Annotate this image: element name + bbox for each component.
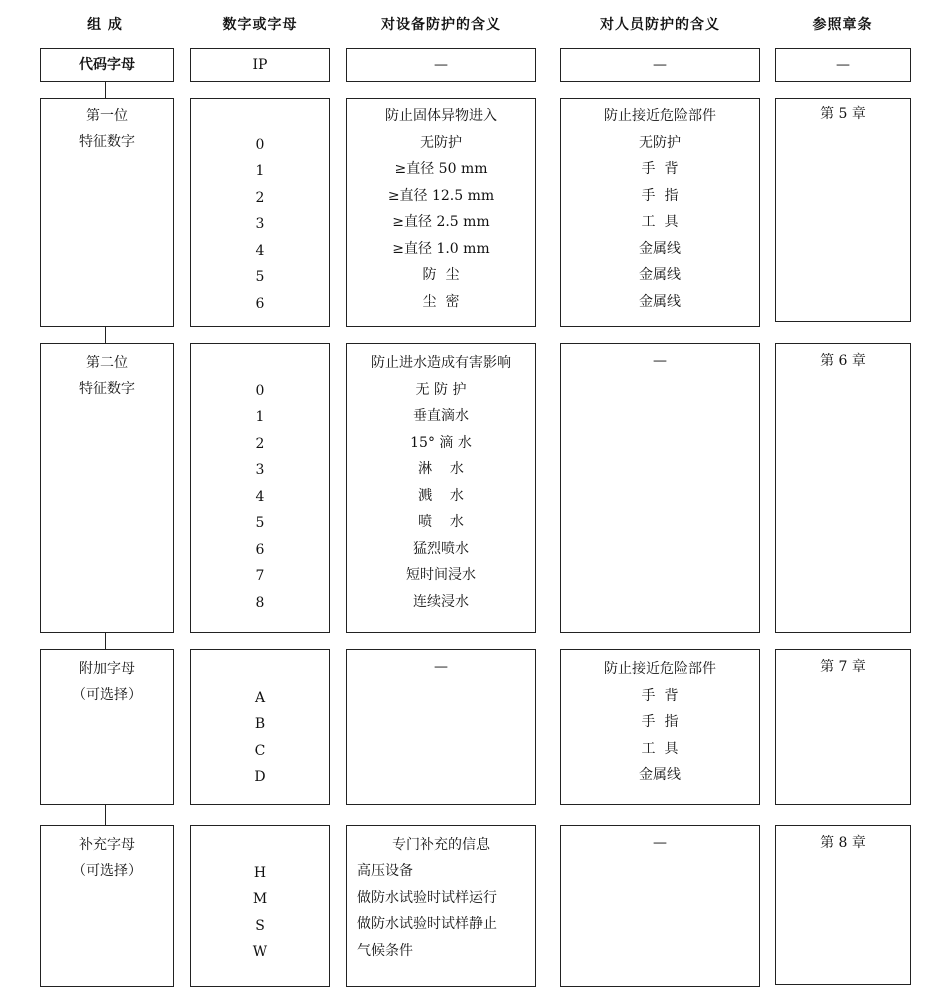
group1-personnel-line: 金属线 xyxy=(639,241,681,257)
group1-personnel-line: 手 背 xyxy=(641,161,679,177)
group4-equipment-box xyxy=(346,825,536,987)
group1-value: 2 xyxy=(255,190,265,206)
group2-label-box xyxy=(40,343,174,633)
group3-value: B xyxy=(254,716,266,732)
group2-equipment-line: 连续浸水 xyxy=(413,594,469,610)
group1-value: 4 xyxy=(255,243,265,259)
group2-value: 6 xyxy=(255,542,265,558)
connector-line xyxy=(105,327,106,343)
group2-equipment-line: 无 防 护 xyxy=(415,382,467,398)
code-label: 代码字母 xyxy=(79,57,135,73)
group2-equipment-line: 溅 水 xyxy=(418,488,464,504)
group2-value: 3 xyxy=(255,462,265,478)
group4-equipment-line: 气候条件 xyxy=(357,943,413,959)
group2-values-box xyxy=(190,343,330,633)
group2-value: 5 xyxy=(255,515,265,531)
group3-equipment-box xyxy=(346,649,536,805)
group2-value: 4 xyxy=(255,489,265,505)
group3-personnel-box xyxy=(560,649,760,805)
connector-line xyxy=(105,82,106,98)
group1-personnel-line: 工 具 xyxy=(641,214,679,230)
group3-value: C xyxy=(254,743,266,759)
group2-equipment-line: 垂直滴水 xyxy=(413,408,469,424)
group3-label-line: 附加字母 xyxy=(79,661,135,677)
group1-equipment-line: ≥直径 1.0 mm xyxy=(392,241,490,257)
group3-personnel-line: 手 背 xyxy=(641,688,679,704)
header-composition: 组 成 xyxy=(87,17,123,33)
group1-personnel-line: 金属线 xyxy=(639,267,681,283)
group1-personnel-line: 手 指 xyxy=(641,188,679,204)
code-label-box xyxy=(40,48,174,82)
code-reference-box xyxy=(775,48,911,82)
group2-reference: 第 6 章 xyxy=(820,353,866,369)
group2-equipment-line: 淋 水 xyxy=(418,461,464,477)
group3-personnel-line: 手 指 xyxy=(641,714,679,730)
group1-equipment-line: ≥直径 2.5 mm xyxy=(392,214,490,230)
group1-equipment-line: 无防护 xyxy=(420,135,462,151)
group3-label-line: （可选择） xyxy=(72,687,142,703)
header-personnel-meaning: 对人员防护的含义 xyxy=(600,17,720,33)
group4-equipment-line: 高压设备 xyxy=(357,863,413,879)
group4-equipment-line: 做防水试验时试样运行 xyxy=(357,890,497,906)
group3-value: D xyxy=(254,769,266,785)
group1-value: 1 xyxy=(255,163,265,179)
group4-value: S xyxy=(255,918,265,934)
group4-value: W xyxy=(252,944,268,960)
group1-reference: 第 5 章 xyxy=(820,106,866,122)
group4-equipment-heading: 专门补充的信息 xyxy=(392,837,490,853)
group1-label-line: 第一位 xyxy=(86,108,128,124)
group2-label-line: 特征数字 xyxy=(79,381,135,397)
group2-equipment-line: 防止进水造成有害影响 xyxy=(371,355,511,371)
group3-reference-box xyxy=(775,649,911,805)
group1-equipment-box xyxy=(346,98,536,327)
group1-personnel-line: 无防护 xyxy=(639,135,681,151)
header-digit-or-letter: 数字或字母 xyxy=(222,17,298,33)
group2-value: 1 xyxy=(255,409,265,425)
connector-line xyxy=(105,805,106,825)
group3-value: A xyxy=(254,690,266,706)
code-equipment: — xyxy=(434,57,448,73)
group4-value: M xyxy=(252,891,268,907)
group2-equipment-line: 猛烈喷水 xyxy=(413,541,469,557)
code-personnel: — xyxy=(653,57,667,73)
group1-value: 3 xyxy=(255,216,265,232)
group2-value: 0 xyxy=(255,383,265,399)
group2-equipment-box xyxy=(346,343,536,633)
group1-values-box xyxy=(190,98,330,327)
group3-equipment-line: — xyxy=(434,659,448,675)
group1-personnel-line: 金属线 xyxy=(639,294,681,310)
group1-equipment-line: ≥直径 12.5 mm xyxy=(387,188,495,204)
group2-personnel-box xyxy=(560,343,760,633)
group3-label-box xyxy=(40,649,174,805)
group4-reference: 第 8 章 xyxy=(820,835,866,851)
connector-line xyxy=(105,633,106,649)
group2-reference-box xyxy=(775,343,911,633)
group2-value: 8 xyxy=(255,595,265,611)
group2-value: 2 xyxy=(255,436,265,452)
group1-personnel-box xyxy=(560,98,760,327)
group4-personnel-line: — xyxy=(653,835,667,851)
group4-label-line: 补充字母 xyxy=(79,837,135,853)
code-value: IP xyxy=(252,57,268,73)
group1-reference-box xyxy=(775,98,911,322)
group4-label-line: （可选择） xyxy=(72,863,142,879)
group1-label-line: 特征数字 xyxy=(79,134,135,150)
group2-value: 7 xyxy=(255,568,265,584)
header-reference: 参照章条 xyxy=(812,17,873,33)
group3-personnel-line: 防止接近危险部件 xyxy=(604,661,716,677)
group1-equipment-line: ≥直径 50 mm xyxy=(394,161,488,177)
group4-label-box xyxy=(40,825,174,987)
code-reference: — xyxy=(836,57,850,73)
group2-label-line: 第二位 xyxy=(86,355,128,371)
group1-value: 6 xyxy=(255,296,265,312)
group3-reference: 第 7 章 xyxy=(820,659,866,675)
group4-reference-box xyxy=(775,825,911,985)
group4-equipment-line: 做防水试验时试样静止 xyxy=(357,916,497,932)
group4-personnel-box xyxy=(560,825,760,987)
code-equipment-box xyxy=(346,48,536,82)
group1-label-box xyxy=(40,98,174,327)
header-equipment-meaning: 对设备防护的含义 xyxy=(381,17,501,33)
group2-personnel-line: — xyxy=(653,353,667,369)
group2-equipment-line: 喷 水 xyxy=(418,514,464,530)
group3-values-box xyxy=(190,649,330,805)
group3-personnel-line: 工 具 xyxy=(641,741,679,757)
group4-values-box xyxy=(190,825,330,987)
group1-equipment-line: 防 尘 xyxy=(422,267,460,283)
group4-value: H xyxy=(253,865,267,881)
group2-equipment-line: 短时间浸水 xyxy=(406,567,476,583)
code-value-box xyxy=(190,48,330,82)
group3-personnel-line: 金属线 xyxy=(639,767,681,783)
group1-value: 5 xyxy=(255,269,265,285)
code-personnel-box xyxy=(560,48,760,82)
group1-equipment-line: 尘 密 xyxy=(422,294,460,310)
group1-value: 0 xyxy=(255,137,265,153)
group1-personnel-line: 防止接近危险部件 xyxy=(604,108,716,124)
group1-equipment-line: 防止固体异物进入 xyxy=(385,108,497,124)
group2-equipment-line: 15° 滴 水 xyxy=(410,435,472,451)
